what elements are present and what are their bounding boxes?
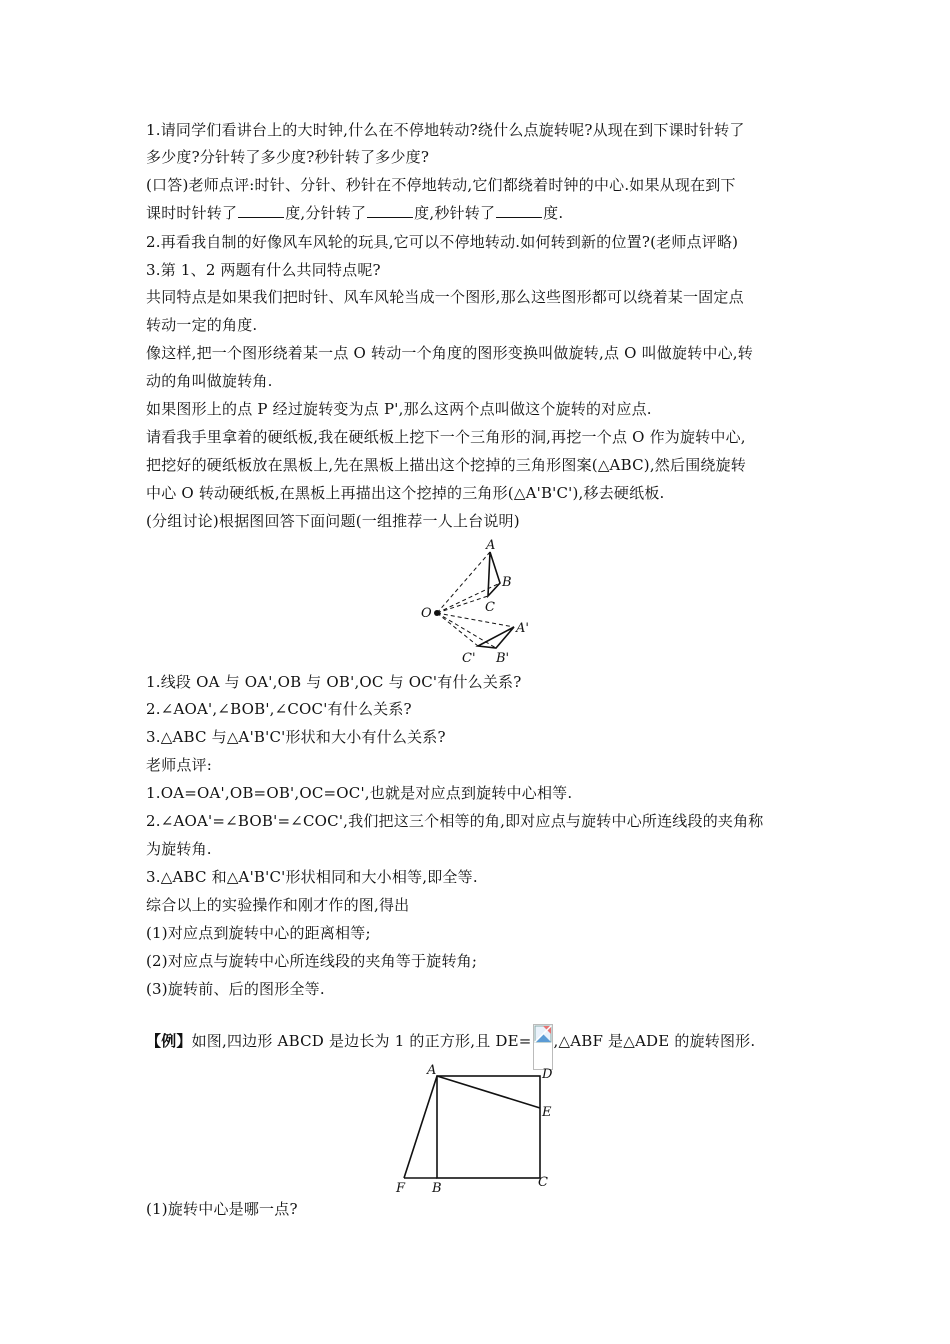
label-D: D <box>542 1067 553 1082</box>
rotation-center-point <box>434 610 440 616</box>
answer-2-line2: 为旋转角. <box>146 840 212 858</box>
segment-AE <box>437 1076 540 1108</box>
triangle-ABC <box>488 552 500 596</box>
triangle-A1B1C1 <box>478 627 514 648</box>
blank-hour <box>238 203 284 218</box>
common-line1: 共同特点是如果我们把时针、风车风轮当成一个图形,那么这些图形都可以绕着某一固定点 <box>146 288 744 306</box>
label-C: C <box>485 600 495 615</box>
definition-line1: 像这样,把一个图形绕着某一点 O 转动一个角度的图形变换叫做旋转,点 O 叫做旋转中心,转 <box>146 344 753 362</box>
example-text-b: ,△ABF 是△ADE 的旋转图形. <box>553 1032 756 1050</box>
answer-1: 1.OA=OA',OB=OB',OC=OC',也就是对应点到旋转中心相等. <box>146 784 573 802</box>
summary-point-2: (2)对应点与旋转中心所连线段的夹角等于旋转角; <box>146 952 478 970</box>
label-A: A <box>486 538 496 553</box>
q3-line: 3.第 1、2 两题有什么共同特点呢? <box>146 261 381 279</box>
question-3: 3.△ABC 与△A'B'C'形状和大小有什么关系? <box>146 728 446 746</box>
question-1: 1.线段 OA 与 OA',OB 与 OB',OC 与 OC'有什么关系? <box>146 673 522 691</box>
definition-line2: 动的角叫做旋转角. <box>146 372 273 390</box>
activity-line3: 中心 O 转动硬纸板,在黑板上再描出这个挖掉的三角形(△A'B'C'),移去硬纸板. <box>146 484 665 502</box>
square-figure <box>392 1058 562 1198</box>
q1-line2: 多少度?分针转了多少度?秒针转了多少度? <box>146 148 430 166</box>
label-C-prime: C' <box>462 651 476 666</box>
teacher-comment-title: 老师点评: <box>146 756 213 774</box>
summary-point-3: (3)旋转前、后的图形全等. <box>146 980 325 998</box>
summary-intro: 综合以上的实验操作和刚才作的图,得出 <box>146 896 410 914</box>
question-2: 2.∠AOA',∠BOB',∠COC'有什么关系? <box>146 700 412 718</box>
answer-2-line1: 2.∠AOA'=∠BOB'=∠COC',我们把这三个相等的角,即对应点与旋转中心所连线段的夹角称 <box>146 812 764 830</box>
group-discussion-line: (分组讨论)根据图回答下面问题(一组推荐一人上台说明) <box>146 512 520 530</box>
example-text-a: 如图,四边形 ABCD 是边长为 1 的正方形,且 DE= <box>191 1032 532 1050</box>
common-line2: 转动一定的角度. <box>146 316 258 334</box>
dash-OA1 <box>437 613 514 627</box>
label-B-prime: B' <box>496 651 510 666</box>
summary-point-1: (1)对应点到旋转中心的距离相等; <box>146 924 371 942</box>
dash-OC1 <box>437 613 478 646</box>
comment-text-a: 课时时针转了 <box>146 204 238 222</box>
label-F: F <box>396 1181 406 1196</box>
comment-line2 <box>146 201 563 225</box>
blank-minute <box>367 203 413 218</box>
comment-text-c: 度,秒针转了 <box>414 204 496 222</box>
comment-text-d: 度. <box>543 204 564 222</box>
segment-AF <box>404 1076 437 1178</box>
answer-3: 3.△ABC 和△A'B'C'形状相同和大小相等,即全等. <box>146 868 478 886</box>
activity-line1: 请看我手里拿着的硬纸板,我在硬纸板上挖下一个三角形的洞,再挖一个点 O 作为旋转中心, <box>146 428 746 446</box>
dash-OC <box>437 596 488 613</box>
label-E: E <box>542 1105 552 1120</box>
example-tag: 【例】 <box>146 1032 192 1050</box>
q1-line1: 1.请同学们看讲台上的大时钟,什么在不停地转动?绕什么点旋转呢?从现在到下课时针转了 <box>146 121 745 139</box>
label-C: C <box>538 1175 548 1190</box>
label-A: A <box>427 1063 437 1078</box>
corresponding-points-line: 如果图形上的点 P 经过旋转变为点 P',那么这两个点叫做这个旋转的对应点. <box>146 400 652 418</box>
comment-line1: (口答)老师点评:时针、分针、秒针在不停地转动,它们都绕着时钟的中心.如果从现在到下 <box>146 176 736 194</box>
label-B: B <box>432 1181 442 1196</box>
comment-text-b: 度,分针转了 <box>285 204 367 222</box>
activity-line2: 把挖好的硬纸板放在黑板上,先在黑板上描出这个挖掉的三角形图案(△ABC),然后围绕旋转 <box>146 456 746 474</box>
label-B: B <box>502 575 512 590</box>
label-A-prime: A' <box>516 621 529 636</box>
blank-second <box>496 203 542 218</box>
rotation-figure <box>410 535 550 670</box>
example-question-1: (1)旋转中心是哪一点? <box>146 1200 298 1218</box>
label-O: O <box>421 606 432 621</box>
q2-line: 2.再看我自制的好像风车风轮的玩具,它可以不停地转动.如何转到新的位置?(老师点评略) <box>146 233 739 251</box>
